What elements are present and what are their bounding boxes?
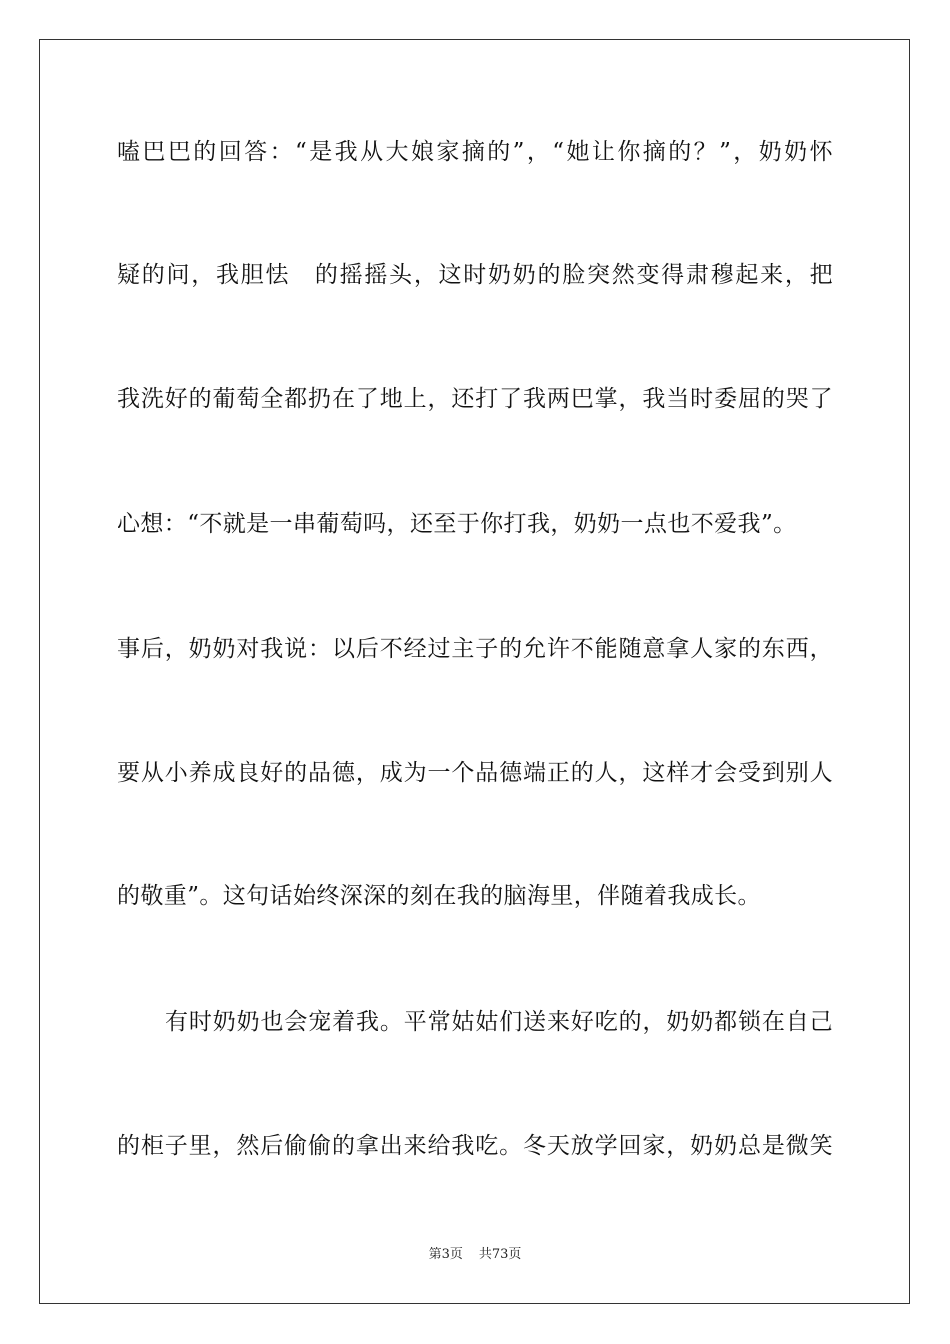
text-line-7: 的敬重”。这句话始终深深的刻在我的脑海里，伴随着我成长。 xyxy=(117,883,761,909)
text-line-1: 嗑巴巴的回答：“是我从大娘家摘的”，“她让你摘的？”，奶奶怀 xyxy=(117,139,833,165)
text-line-4: 心想：“不就是一串葡萄吗，还至于你打我，奶奶一点也不爱我”。 xyxy=(117,511,797,537)
text-line-6: 要从小养成良好的品德，成为一个品德端正的人，这样才会受到别人 xyxy=(117,760,833,786)
text-line-5: 事后，奶奶对我说：以后不经过主子的允许不能随意拿人家的东西， xyxy=(117,636,833,662)
text-line-8: 有时奶奶也会宠着我。平常姑姑们送来好吃的，奶奶都锁在自己 xyxy=(165,1009,833,1035)
page-total: 共73页 xyxy=(478,1247,522,1262)
page-border xyxy=(39,39,910,1304)
page-number: 第3页 xyxy=(428,1247,463,1262)
text-line-9: 的柜子里，然后偷偷的拿出来给我吃。冬天放学回家，奶奶总是微笑 xyxy=(117,1133,833,1159)
text-line-2: 疑的问，我胆怯 的摇摇头，这时奶奶的脸突然变得肃穆起来，把 xyxy=(117,262,833,288)
page-footer xyxy=(0,1246,950,1264)
text-line-3: 我洗好的葡萄全都扔在了地上，还打了我两巴掌，我当时委屈的哭了 xyxy=(117,386,833,412)
